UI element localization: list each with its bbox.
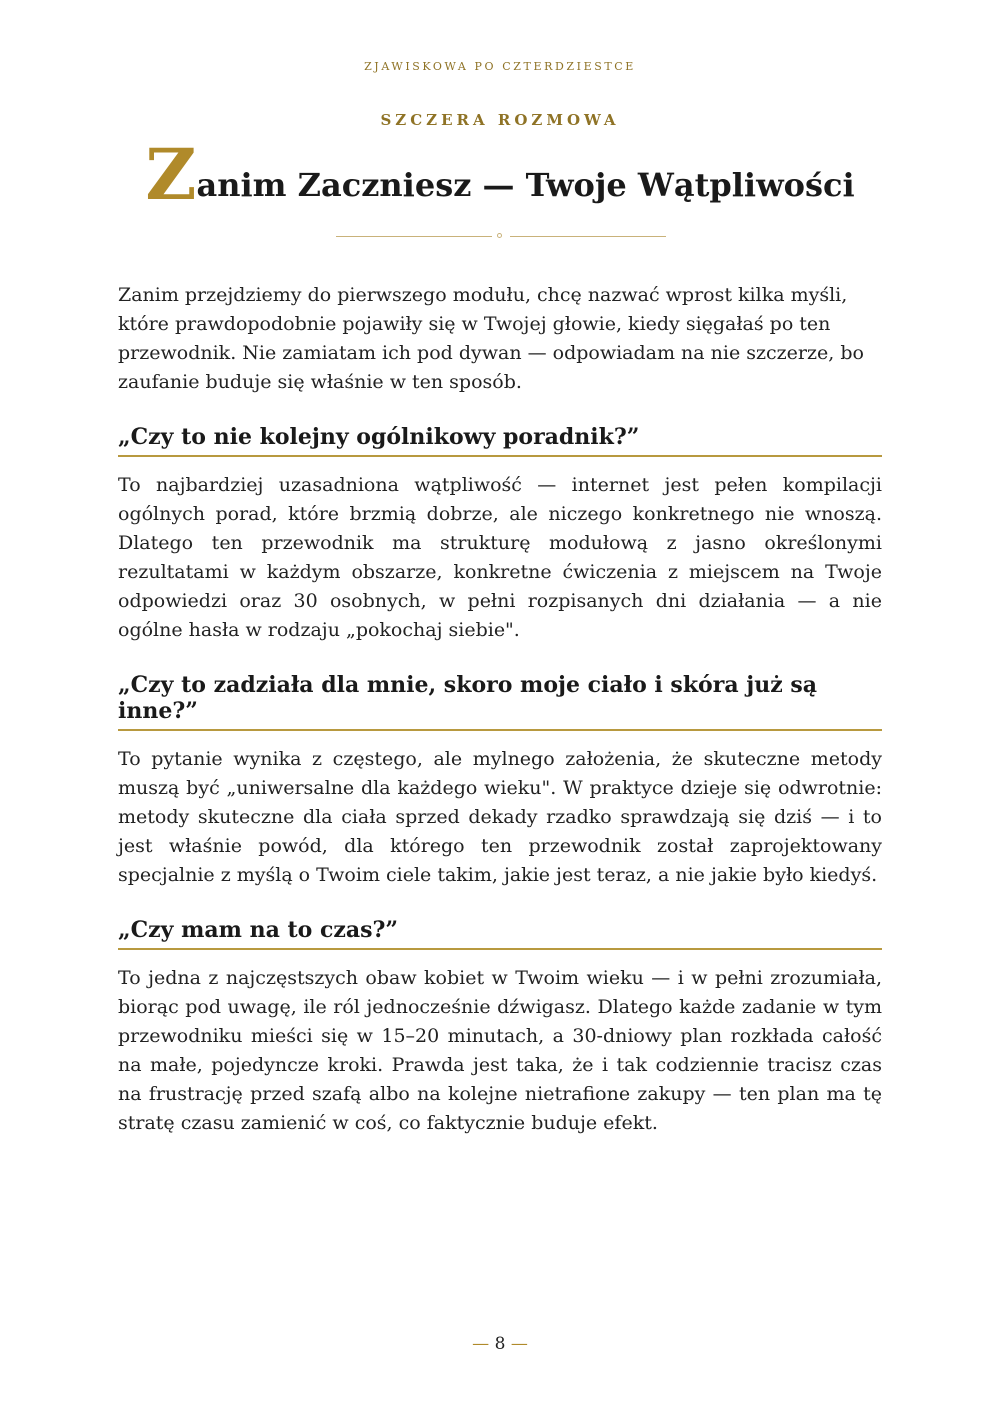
intro-paragraph: Zanim przejdziemy do pierwszego modułu, chcę nazwać wprost kilka myśli, które prawdopodobnie pojawiły się w Twojej głowie, kiedy sięgałaś po ten przewodnik. Nie zamiatam ich pod dywan — odpowiadam na nie szczerze, bo zaufanie buduje się właśnie w ten sposób. bbox=[118, 284, 864, 393]
faq-question: „Czy to nie kolejny ogólnikowy poradnik?” bbox=[118, 424, 882, 457]
faq-section bbox=[118, 672, 882, 890]
title-divider-ornament bbox=[336, 230, 666, 244]
chapter-kicker: SZCZERA ROZMOWA bbox=[380, 111, 620, 129]
page-footer bbox=[0, 1334, 1000, 1354]
faq-question: „Czy to zadziała dla mnie, skoro moje ciało i skóra już są inne?” bbox=[118, 672, 882, 731]
divider-line-left bbox=[336, 236, 492, 237]
faq-section bbox=[118, 424, 882, 645]
chapter-title bbox=[0, 133, 1000, 216]
faq-answer: To jedna z najczęstszych obaw kobiet w Twoim wieku — i w pełni zrozumiała, biorąc pod uwagę, ile ról jednocześnie dźwigasz. Dlatego każde zadanie w tym przewodniku mieści się w 15–20 minutach, a 30-dniowy plan rozkłada całość na małe, pojedyncze kroki. Prawda jest taka, że i tak codziennie tracisz czas na frustrację przed szafą albo na kolejne nietrafione zakupy — ten plan ma tę stratę czasu zamienić w coś, co faktycznie buduje efekt. bbox=[118, 967, 882, 1134]
chapter-title-text: anim Zaczniesz — Twoje Wątpliwości bbox=[196, 166, 855, 204]
page-content bbox=[118, 281, 882, 1138]
faq-question: „Czy mam na to czas?” bbox=[118, 917, 882, 950]
divider-line-right bbox=[510, 236, 666, 237]
faq-section bbox=[118, 917, 882, 1138]
page-number: 8 bbox=[494, 1334, 506, 1354]
drop-cap-initial: Z bbox=[145, 133, 197, 216]
footer-dash-left: — bbox=[472, 1334, 490, 1354]
faq-answer: To najbardziej uzasadniona wątpliwość — internet jest pełen kompilacji ogólnych porad, które brzmią dobrze, ale niczego konkretnego nie wnoszą. Dlatego ten przewodnik ma strukturę modułową z jasno określonymi rezultatami w każdym obszarze, konkretne ćwiczenia z miejscem na Twoje odpowiedzi oraz 30 osobnych, w pełni rozpisanych dni działania — a nie ogólne hasła w rodzaju „pokochaj siebie". bbox=[118, 474, 882, 641]
divider-dot-icon bbox=[497, 233, 502, 238]
running-header: ZJAWISKOWA PO CZTERDZIESTCE bbox=[364, 60, 636, 73]
footer-dash-right: — bbox=[510, 1334, 528, 1354]
faq-answer: To pytanie wynika z częstego, ale mylnego założenia, że skuteczne metody muszą być „uniwersalne dla każdego wieku". W praktyce dzieje się odwrotnie: metody skuteczne dla ciała sprzed dekady rzadko sprawdzają się dziś — i to jest właśnie powód, dla którego ten przewodnik został zaprojektowany specjalnie z myślą o Twoim ciele takim, jakie jest teraz, a nie jakie było kiedyś. bbox=[118, 748, 882, 886]
